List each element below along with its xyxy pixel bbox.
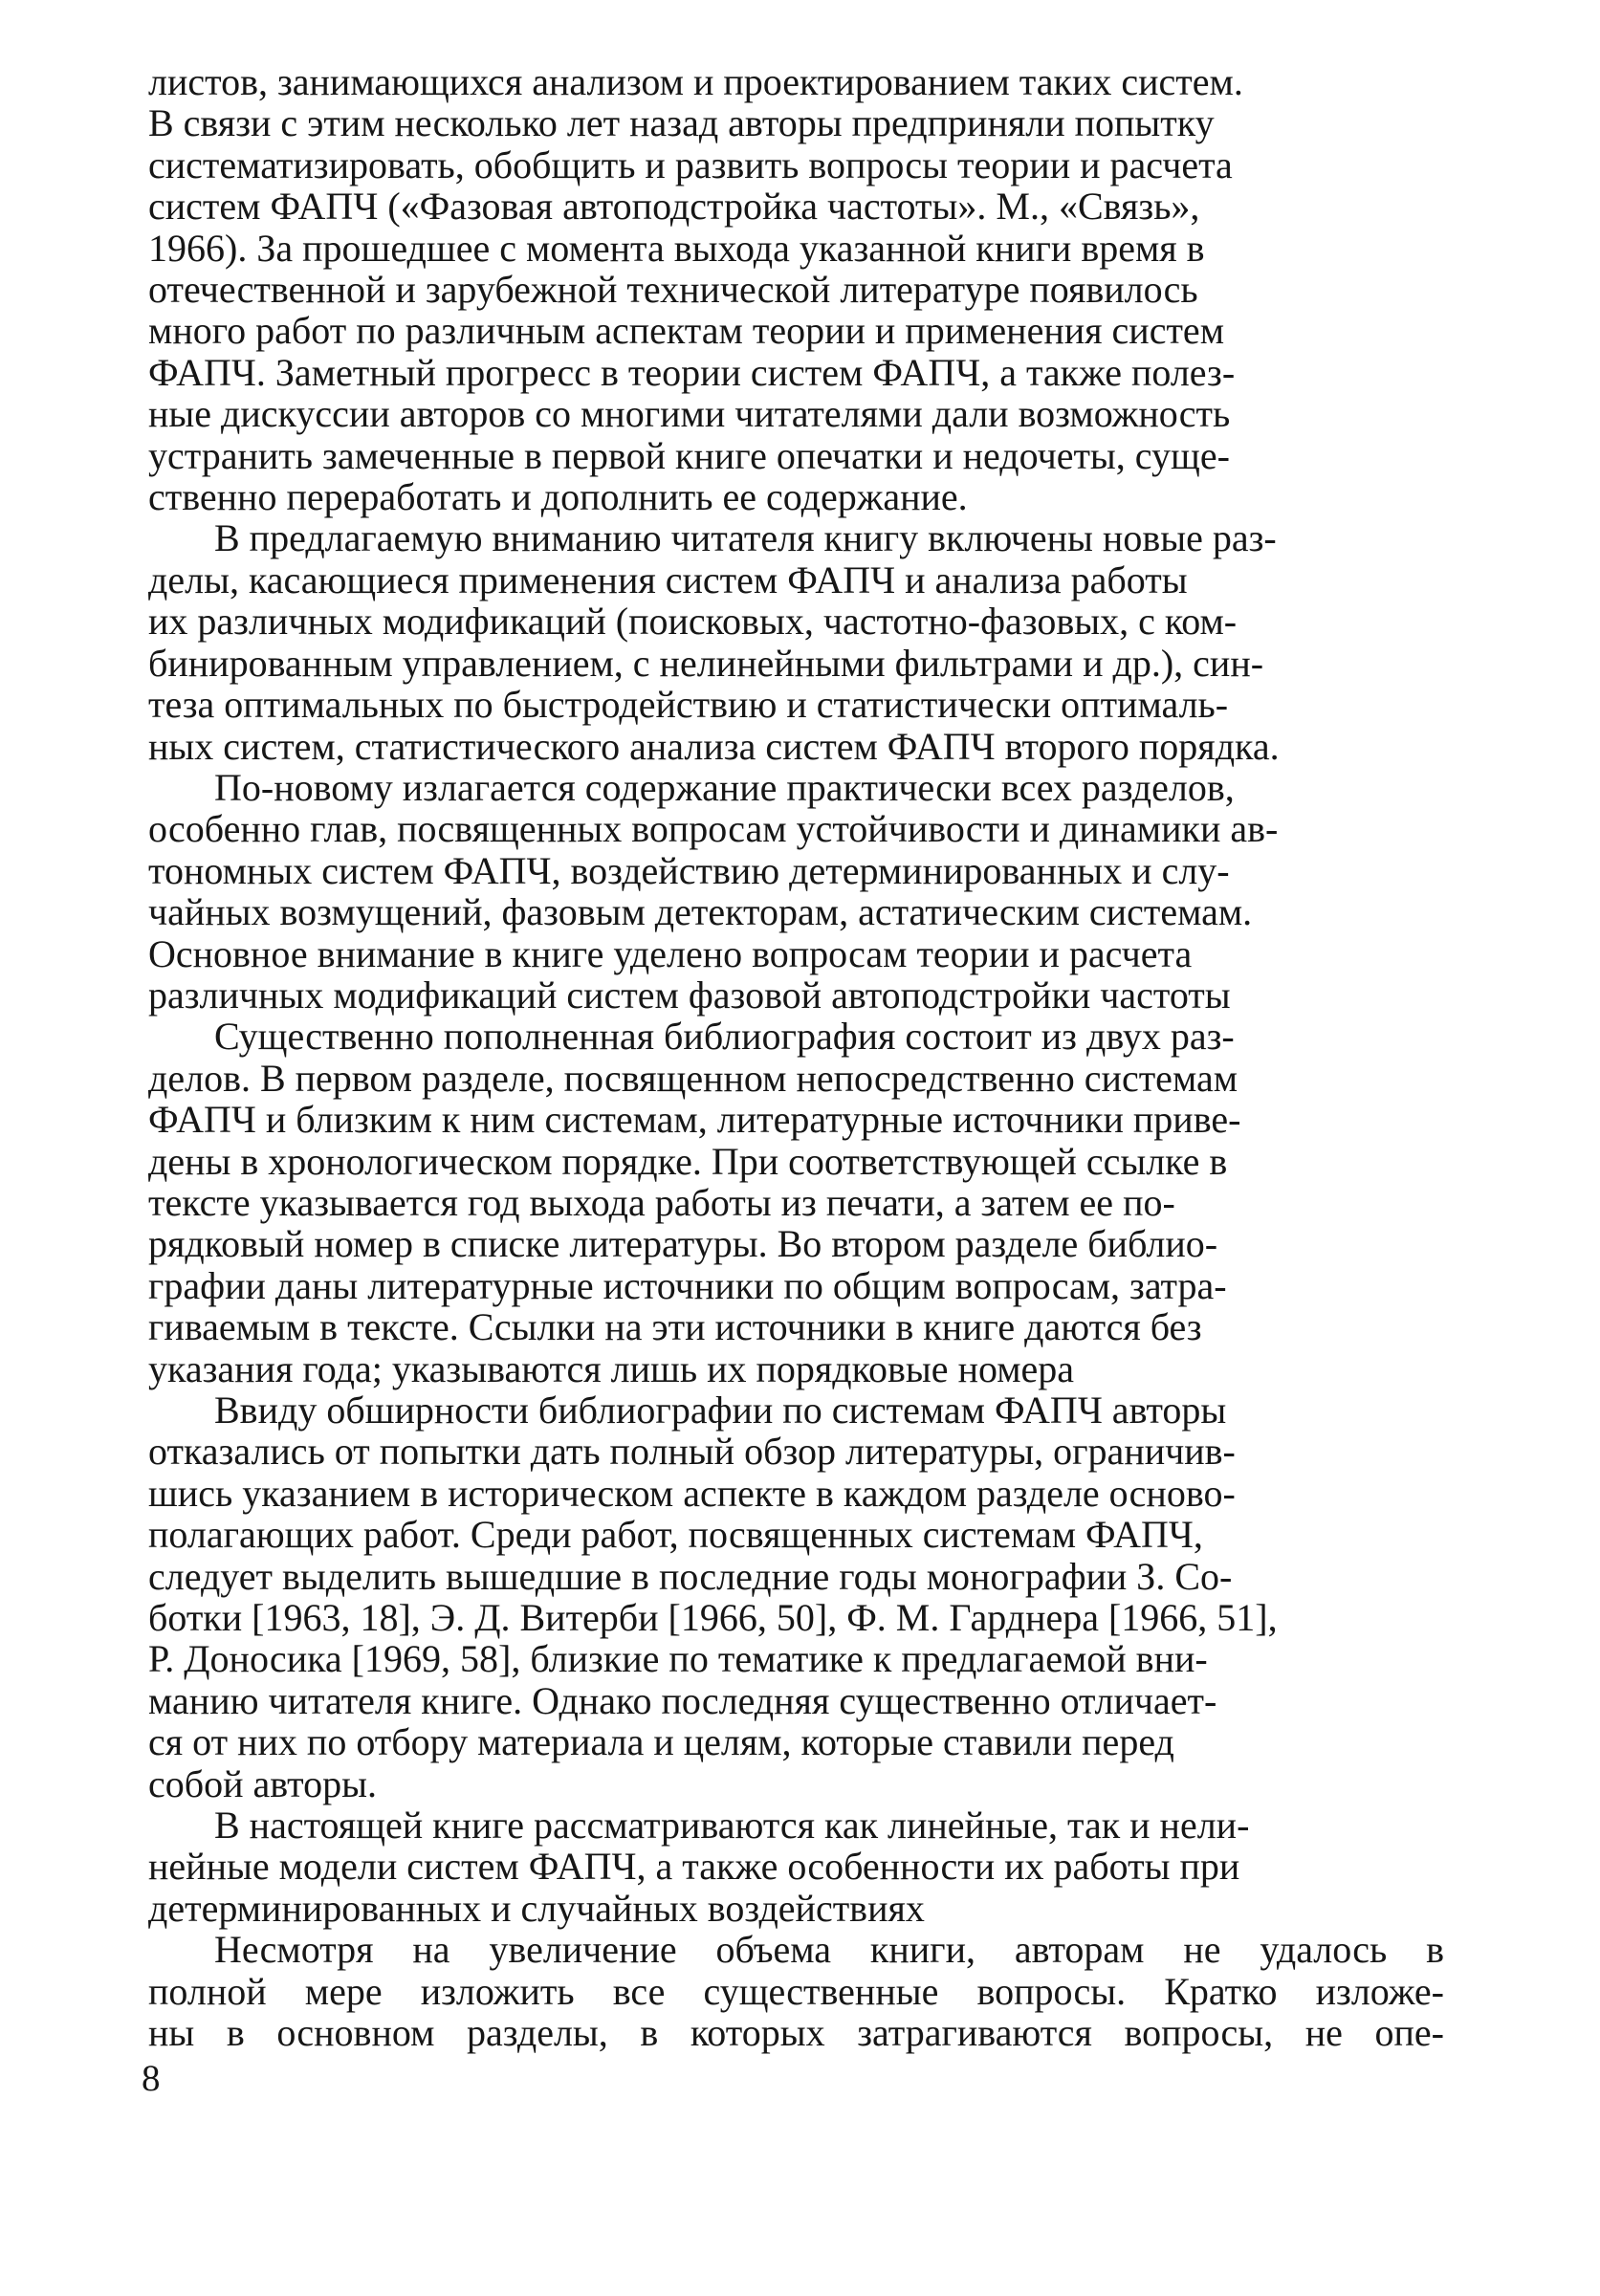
text-line: Р. Доносика [1969, 58], близкие по тематике к предлагаемой вни- [148, 1637, 1208, 1681]
text-line: чайных возмущений, фазовым детекторам, астатическим системам. [148, 890, 1253, 934]
text-line: тономных систем ФАПЧ, воздействию детерминированных и слу- [148, 848, 1230, 892]
text-line: ботки [1963, 18], Э. Д. Витерби [1966, 50], Ф. М. Гарднера [1966, 51], [148, 1596, 1278, 1640]
text-line: систематизировать, обобщить и развить вопросы теории и расчета [148, 142, 1233, 186]
text-line: шись указанием в историческом аспекте в каждом разделе осново- [148, 1471, 1236, 1515]
text-line: нейные модели систем ФАПЧ, а также особенности их работы при [148, 1845, 1240, 1889]
text-line: различных модификаций систем фазовой автоподстройки частоты [148, 973, 1231, 1017]
text-line: манию читателя книге. Однако последняя существенно отличает- [148, 1678, 1217, 1722]
paragraph-new-sections [148, 517, 1444, 766]
paragraph-systems-history [148, 61, 1444, 517]
text-line: указания года; указываются лишь их порядковые номера [148, 1346, 1075, 1390]
text-line: собой авторы. [148, 1761, 377, 1805]
text-line: ственно переработать и дополнить ее содержание. [148, 475, 968, 519]
text-line: По-новому излагается содержание практически всех разделов, [214, 765, 1235, 809]
text-line: ны в основном разделы, в которых затрагиваются вопросы, не опе- [148, 2011, 1444, 2055]
text-line: В предлагаемую вниманию читателя книгу включены новые раз- [214, 516, 1277, 560]
text-line: В связи с этим несколько лет назад авторы предприняли попытку [148, 101, 1215, 145]
text-line: особенно глав, посвященных вопросам устойчивости и динамики ав- [148, 807, 1279, 851]
text-line: много работ по различным аспектам теории и применения систем [148, 309, 1224, 353]
text-line: следует выделить вышедшие в последние годы монографии З. Со- [148, 1554, 1233, 1598]
text-line: гиваемым в тексте. Ссылки на эти источники в книге даются без [148, 1305, 1202, 1349]
text-line: ных систем, статистического анализа систем ФАПЧ второго порядка. [148, 724, 1280, 768]
text-line: Основное внимание в книге уделено вопросам теории и расчета [148, 931, 1193, 975]
text-line: детерминированных и случайных воздействиях [148, 1886, 925, 1930]
text-line: полагающих работ. Среди работ, посвященных системам ФАПЧ, [148, 1513, 1203, 1557]
text-line: графии даны литературные источники по общим вопросам, затра- [148, 1263, 1227, 1307]
text-line: бинированным управлением, с нелинейными фильтрами и др.), син- [148, 641, 1264, 685]
text-line: Существенно пополненная библиография состоит из двух раз- [214, 1015, 1235, 1059]
paragraph-limitations [148, 1929, 1444, 2053]
text-line: теза оптимальных по быстродействию и статистически оптималь- [148, 683, 1229, 727]
paragraph-models [148, 1804, 1444, 1929]
text-line: В настоящей книге рассматриваются как линейные, так и нели- [214, 1804, 1250, 1848]
paragraph-literature-review [148, 1389, 1444, 1804]
text-line: полной мере изложить все существенные вопросы. Кратко изложе- [148, 1969, 1444, 2013]
text-line: ФАПЧ и близким к ним системам, литературные источники приве- [148, 1098, 1241, 1142]
text-line: устранить замеченные в первой книге опечатки и недочеты, суще- [148, 433, 1230, 477]
text-line: делов. В первом разделе, посвященном непосредственно системам [148, 1056, 1238, 1100]
text-line: ФАПЧ. Заметный прогресс в теории систем ФАПЧ, а также полез- [148, 350, 1236, 394]
paragraph-bibliography [148, 1016, 1444, 1389]
main-text [148, 61, 1444, 2054]
text-line: делы, касающиеся применения систем ФАПЧ и анализа работы [148, 558, 1188, 601]
paragraph-revised-content [148, 767, 1444, 1016]
text-line: листов, занимающихся анализом и проектированием таких систем. [148, 60, 1243, 103]
text-line: рядковый номер в списке литературы. Во втором разделе библио- [148, 1222, 1218, 1266]
text-line: Несмотря на увеличение объема книги, авторам не удалось в [214, 1928, 1444, 1972]
text-line: ные дискуссии авторов со многими читателями дали возможность [148, 392, 1231, 436]
text-line: систем ФАПЧ («Фазовая автоподстройка частоты». М., «Связь», [148, 185, 1200, 229]
text-line: дены в хронологическом порядке. При соответствующей ссылке в [148, 1139, 1228, 1183]
page-number: 8 [142, 2058, 161, 2099]
text-line: ся от них по отбору материала и целям, которые ставили перед [148, 1720, 1174, 1764]
text-line: отечественной и зарубежной технической литературе появилось [148, 268, 1198, 312]
text-line: 1966). За прошедшее с момента выхода указанной книги время в [148, 226, 1205, 270]
text-line: их различных модификаций (поисковых, частотно-фазовых, с ком- [148, 600, 1238, 644]
text-line: тексте указывается год выхода работы из печати, а затем ее по- [148, 1180, 1175, 1224]
text-line: отказались от попытки дать полный обзор литературы, ограничив- [148, 1430, 1236, 1474]
text-line: Ввиду обширности библиографии по системам ФАПЧ авторы [214, 1389, 1227, 1432]
